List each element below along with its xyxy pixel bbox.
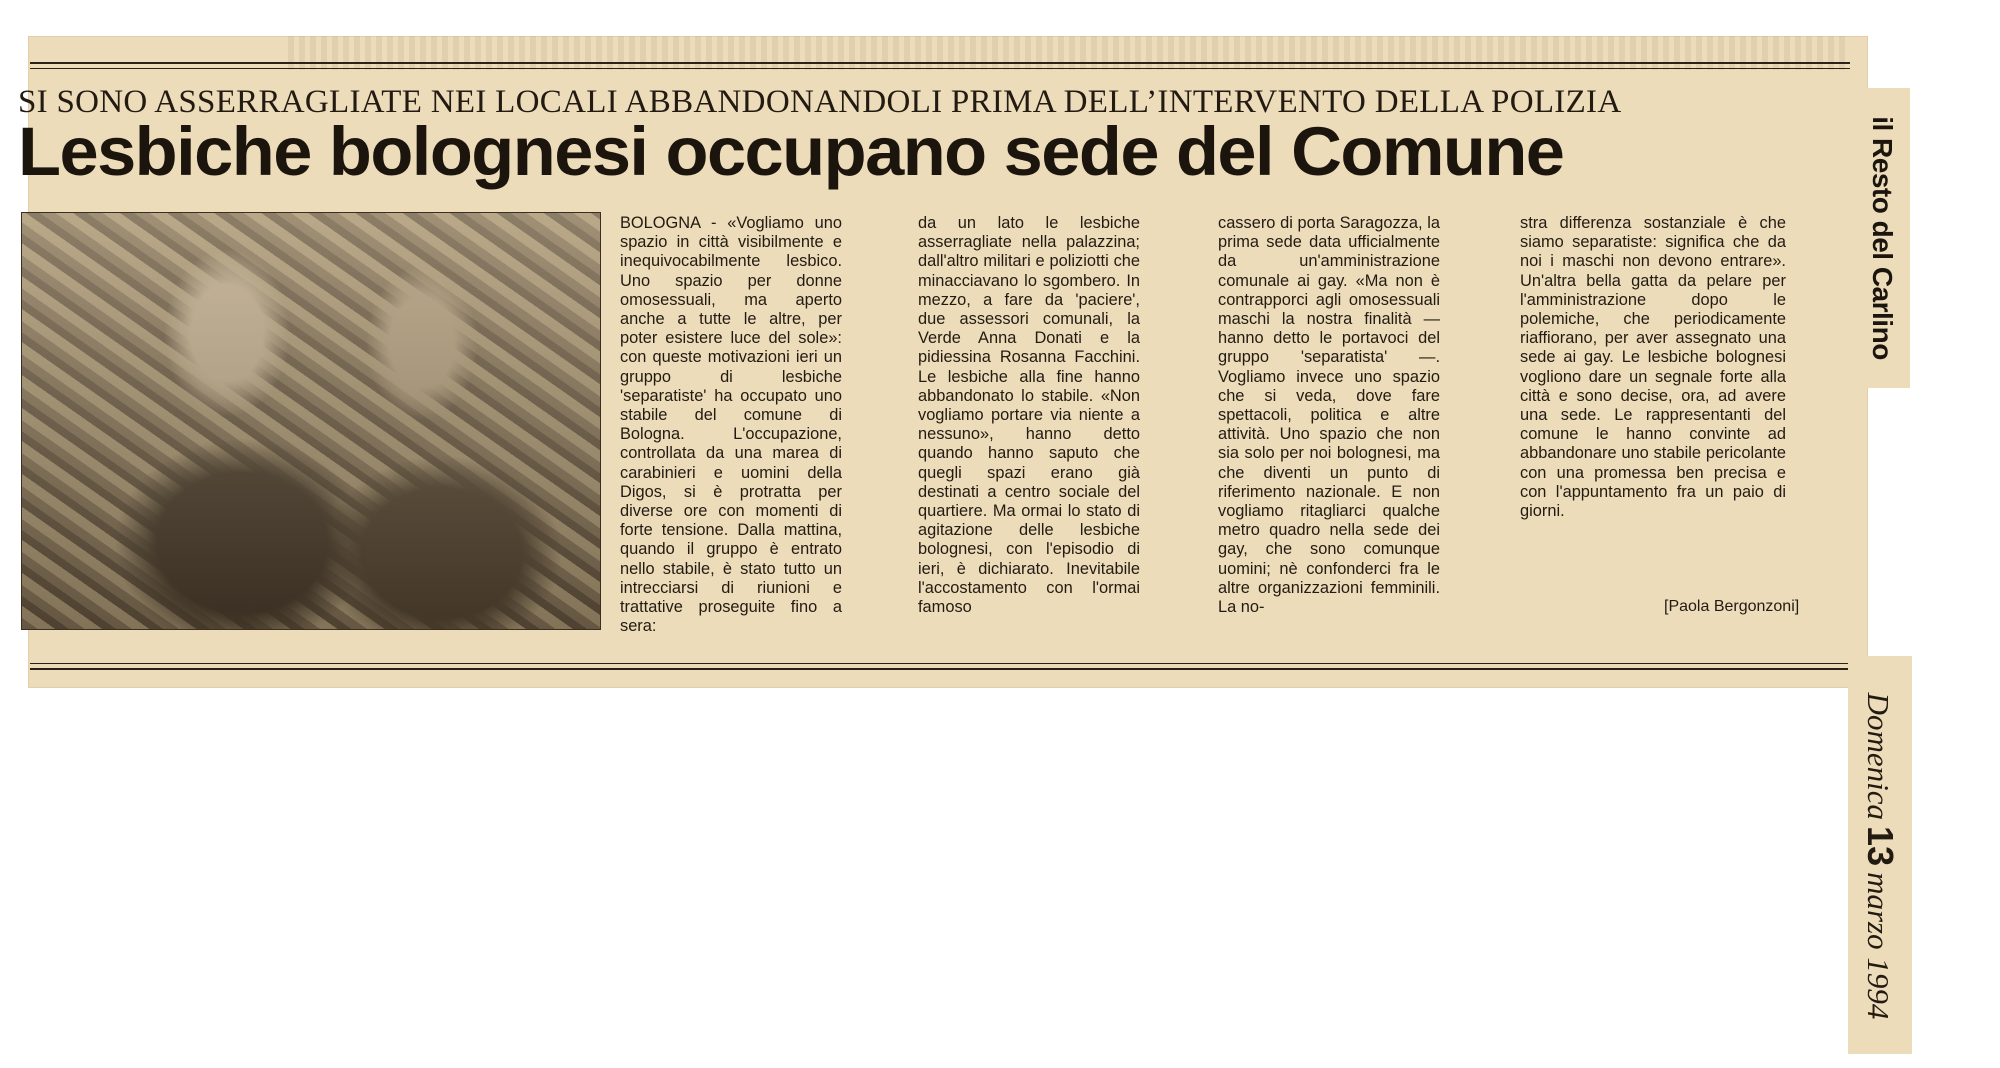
date-month-year: marzo 1994	[1861, 872, 1896, 1020]
article-column-3: cassero di porta Saragozza, la prima sede data ufficialmente da un'amministrazione comunale ai gay. «Ma non è contrapporci agli omosessuali maschi la nostra finalità — hanno detto le portavoci del gruppo 'separatista' —. Vogliamo invece uno spazio che si veda, dove fare spettacoli, politica e altre attività. Uno spazio che non sia solo per noi bolognesi, ma che diventi un punto di riferimento nazionale. E non vogliamo ritagliarci qualche metro quadro nella sede dei gay, che sono comunque uomini; nè confonderci fra le altre organizzazioni femminili. La no-	[1218, 214, 1440, 617]
article-photo	[21, 212, 601, 630]
article-column-4: stra differenza sostanziale è che siamo separatiste: significa che da noi i maschi non devono entrare». Un'altra bella gatta da pelare per l'amministrazione dopo le polemiche, che periodicamente riaffiorano, per aver assegnato una sede ai gay. Le lesbiche bolognesi vogliono dare un segnale forte alla città e sono decise, ora, ad avere una sede. Le rappresentanti del comune le hanno convinte ad abbandonare uno stabile pericolante con una promessa ben precisa e con l'appuntamento fra un paio di giorni.	[1520, 214, 1786, 521]
newspaper-masthead: il Resto del Carlino	[1867, 116, 1898, 360]
article-column-2: da un lato le lesbiche asserragliate nella palazzina; dall'altro militari e poliziotti che minacciavano lo sgombero. In mezzo, a fare da 'paciere', due assessori comunali, la Verde Anna Donati e la pidiessina Rosanna Facchini. Le lesbiche alla fine hanno abbandonato lo stabile. «Non vogliamo portare via niente a nessuno», hanno detto quando hanno saputo che quegli spazi erano già destinati a centro sociale del quartiere. Ma ormai lo stato di agitazione delle lesbiche bolognesi, con l'episodio di ieri, è dichiarato. Inevitabile l'accostamento con l'ormai famoso	[918, 214, 1140, 617]
date-weekday: Domenica	[1861, 692, 1896, 821]
publication-date	[1859, 693, 1901, 1020]
article-kicker: SI SONO ASSERRAGLIATE NEI LOCALI ABBANDONANDOLI PRIMA DELL’INTERVENTO DELLA POLIZIA	[18, 84, 1622, 120]
date-day: 13	[1860, 826, 1901, 867]
article-signature: [Paola Bergonzoni]	[1664, 598, 1800, 615]
article-headline: Lesbiche bolognesi occupano sede del Comune	[18, 113, 1564, 190]
article-column-1: BOLOGNA - «Vogliamo uno spazio in città visibilmente e inequivocabilmente lesbico. Uno spazio per donne omosessuali, ma aperto anche a tutte le altre, per poter esistere luce del sole»: con queste motivazioni ieri un gruppo di lesbiche 'separatiste' ha occupato uno stabile del comune di Bologna. L'occupazione, controllata da una marea di carabinieri e uomini della Digos, si è protratta per diverse ore con momenti di forte tensione. Dalla mattina, quando il gruppo è entrato nello stabile, è stato tutto un intrecciarsi di riunioni e trattative proseguite fino a sera:	[620, 214, 842, 636]
